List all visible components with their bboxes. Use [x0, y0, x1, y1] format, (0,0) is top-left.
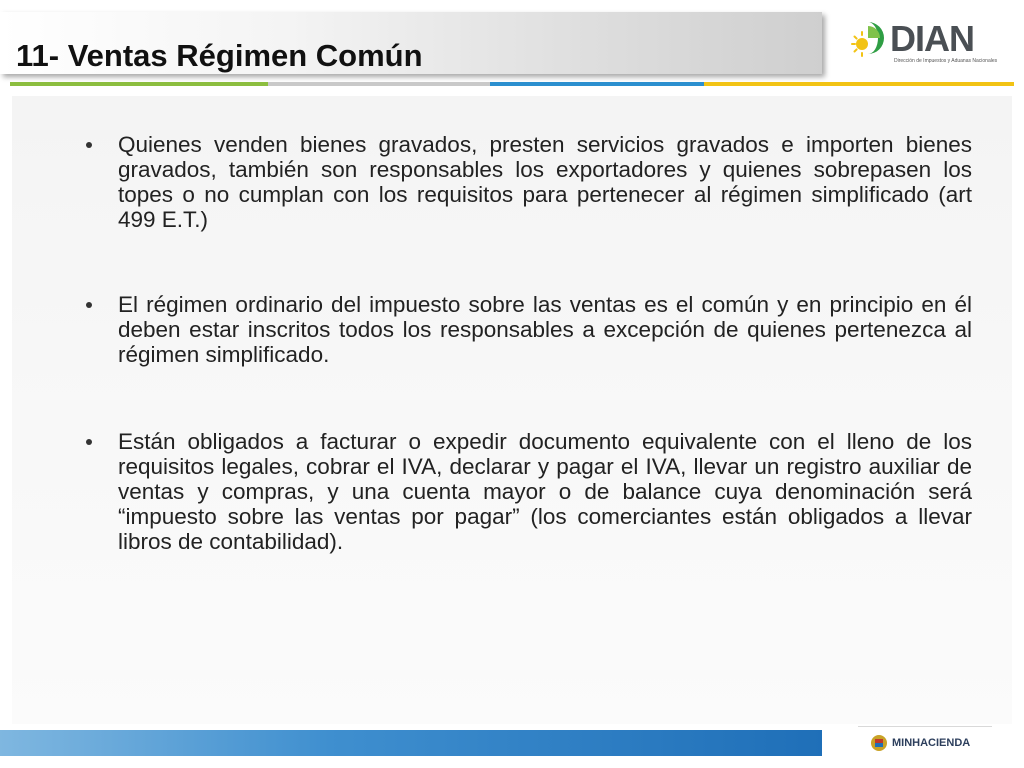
minhacienda-logo — [858, 726, 992, 761]
dian-sun-icon — [846, 16, 890, 68]
bullet-text: El régimen ordinario del impuesto sobre las ventas es el común y en principio en él deben estar inscritos todos los responsables a excepción de quienes pertenezca al régimen simplificado. — [118, 292, 972, 367]
dian-logo-text: DIAN — [890, 18, 974, 59]
accent-stripe-gray — [268, 82, 490, 86]
coat-of-arms-icon — [870, 734, 888, 752]
bullet-item — [80, 132, 972, 232]
bullet-text: Están obligados a facturar o expedir documento equivalente con el lleno de los requisitos legales, cobrar el IVA, declarar y pagar el IVA, llevar un registro auxiliar de ventas y compras, y una cuenta mayor o de balance cuya denominación será “impuesto sobre las ventas por pagar” (los comerciantes están obligados a llevar libros de contabilidad). — [118, 429, 972, 554]
bullet-list — [80, 132, 972, 614]
minhacienda-text: MINHACIENDA — [892, 737, 971, 749]
accent-stripe-blue — [490, 82, 704, 86]
accent-stripe-green — [10, 82, 268, 86]
bullet-dot-icon — [86, 439, 92, 445]
bullet-item — [80, 429, 972, 554]
slide-title: 11- Ventas Régimen Común — [16, 38, 423, 73]
dian-logo-subtitle: Dirección de Impuestos y Aduanas Nacionales — [894, 58, 998, 64]
bullet-item — [80, 292, 972, 367]
bullet-text: Quienes venden bienes gravados, presten servicios gravados e importen bienes gravados, también son responsables los exportadores y quienes sobrepasen los topes o no cumplan con los requisitos para pertenecer al régimen simplificado (art 499 E.T.) — [118, 132, 972, 232]
dian-logo — [846, 16, 996, 68]
bullet-dot-icon — [86, 142, 92, 148]
accent-stripe-yellow — [704, 82, 1014, 86]
footer-bar — [0, 730, 822, 756]
bullet-dot-icon — [86, 302, 92, 308]
